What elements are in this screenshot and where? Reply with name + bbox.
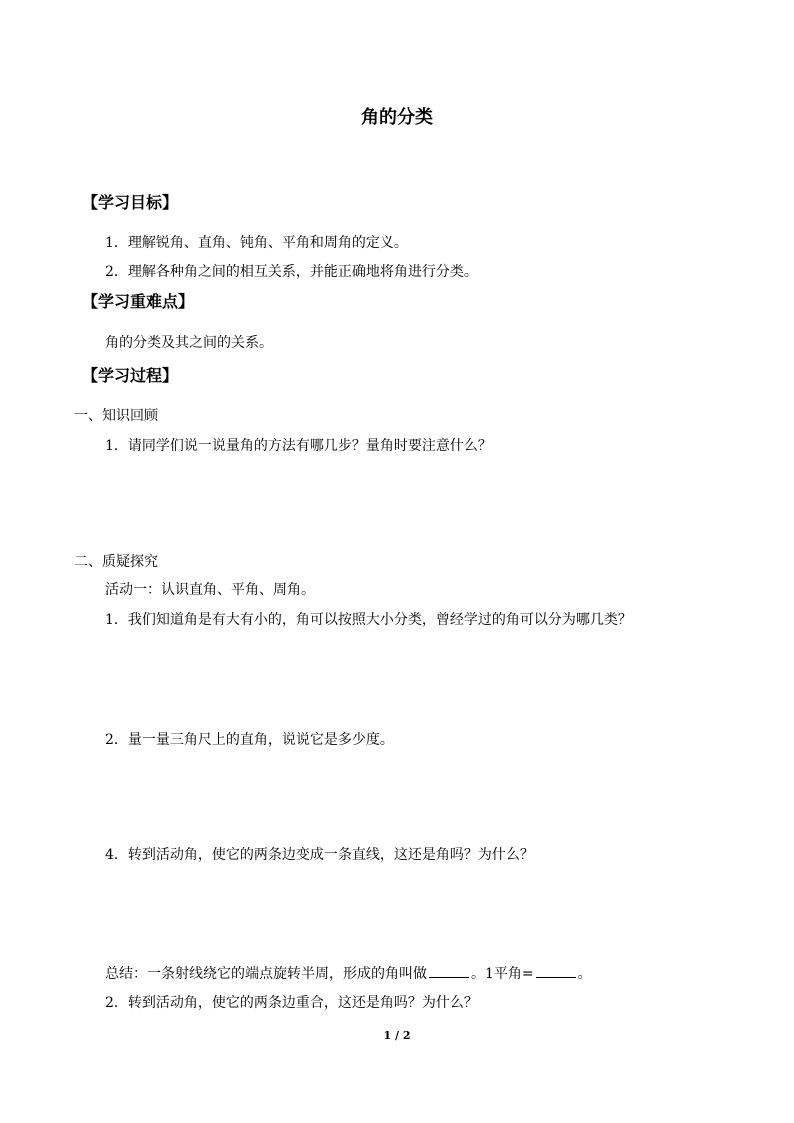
- part2-heading: 二、质疑探究: [74, 554, 158, 570]
- summary-text-3: 。: [577, 966, 592, 982]
- key-points-heading: 【学习重难点】: [82, 292, 195, 311]
- summary-text-2: 。1平角=: [471, 966, 534, 982]
- part2-question-4: 4．转到活动角，使它的两条边变成一条直线，这还是角吗？为什么？: [105, 847, 534, 863]
- page-number: 1 / 2: [383, 1029, 411, 1042]
- goal-item-1: 1．理解锐角、直角、钝角、平角和周角的定义。: [105, 235, 408, 251]
- part1-heading: 一、知识回顾: [74, 408, 158, 424]
- summary-line: [105, 963, 592, 983]
- part1-question-1: 1．请同学们说一说量角的方法有哪几步？量角时要注意什么？: [105, 438, 492, 454]
- part2-question-2: 2．量一量三角尺上的直角，说说它是多少度。: [105, 732, 394, 748]
- key-points-text: 角的分类及其之间的关系。: [105, 335, 273, 351]
- part2-question-2b: 2．转到活动角，使它的两条边重合，这还是角吗？为什么？: [105, 995, 478, 1011]
- summary-text-1: 总结：一条射线绕它的端点旋转半周，形成的角叫做: [105, 966, 427, 982]
- part2-question-1: 1．我们知道角是有大有小的，角可以按照大小分类，曾经学过的角可以分为哪几类？: [105, 612, 632, 628]
- goals-heading: 【学习目标】: [82, 193, 179, 212]
- page-title: 角的分类: [361, 107, 433, 128]
- fill-blank-2[interactable]: [536, 963, 576, 978]
- fill-blank-1[interactable]: [429, 963, 469, 978]
- activity-title: 活动一：认识直角、平角、周角。: [105, 582, 315, 598]
- process-heading: 【学习过程】: [82, 366, 179, 385]
- goal-item-2: 2．理解各种角之间的相互关系，并能正确地将角进行分类。: [105, 264, 478, 280]
